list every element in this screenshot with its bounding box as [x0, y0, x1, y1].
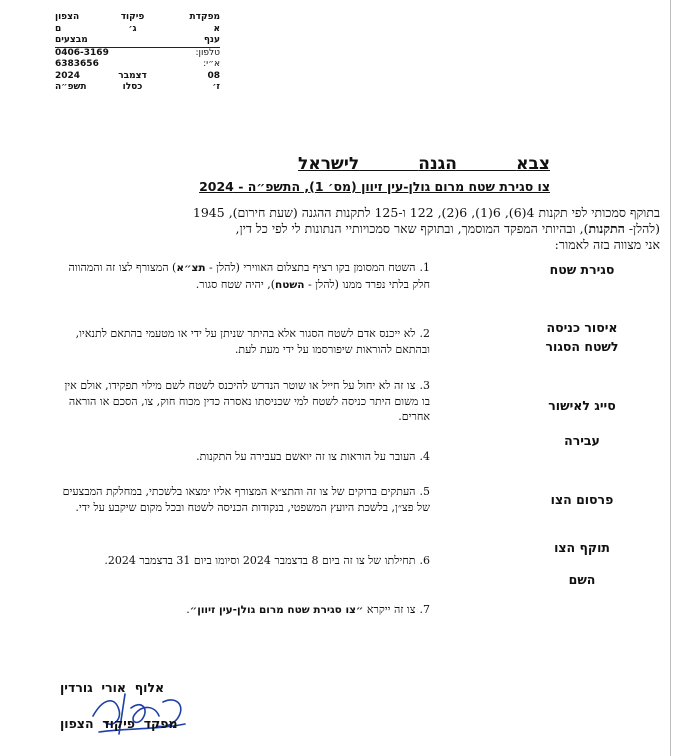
intro-line-3: אני מצווה בזה לאמור: — [554, 237, 660, 252]
title-army: צבא — [516, 154, 550, 174]
side-heading-name: השם — [568, 572, 596, 587]
label-north: הצפון — [55, 12, 80, 22]
label-headquarters: מפקדת — [189, 12, 220, 22]
hebdate-day: ז׳ — [212, 82, 220, 92]
intro-text — [60, 205, 660, 253]
signatory-name: אלוף אורי גורדין — [60, 680, 165, 695]
page-edge — [670, 0, 671, 756]
branch-label: ענף — [203, 35, 220, 45]
letterhead-row-phone — [55, 48, 220, 60]
hebdate-month: כסלו — [122, 82, 143, 92]
paragraph-6: 6.תחילתו של צו זה ביום 8 בדצמבר 2024 וסיומו ביום 31 בדצמבר 2024. — [104, 554, 430, 567]
hebdate-year: תשפ״ה — [55, 82, 87, 92]
paragraph-1: 1.השטח המסומן בקו רציף בתצלום האווירי (להלן - תצ״א) המצורף לצו זה והמהווה חלק בלתי נפרד ממנו (להלן - השטח), יהיה שטח סגור. — [68, 261, 430, 291]
letterhead-row-ai — [55, 59, 220, 71]
title-israel: לישראל — [298, 154, 360, 174]
title-defense: הגנה — [418, 154, 457, 174]
intro-line-2: (להלן- התקנות), ובהיותי המפקד המוסמך, ובתוקף שאר סמכויותיי הנתונות לי לפי כל דין, — [235, 221, 660, 236]
side-heading-publication: פרסום הצו — [550, 492, 614, 507]
side-heading-permit: סייג לאישור — [548, 398, 616, 413]
date-month: דצמבר — [118, 70, 147, 81]
letterhead-row-branch — [55, 35, 220, 48]
side-heading-offense: עבירה — [564, 433, 600, 448]
unit-a: א — [213, 23, 220, 34]
side-heading-validity: תוקף הצו — [554, 540, 610, 555]
intro-regulations-term: התקנות — [588, 221, 625, 236]
paragraph-2: 2.לא ייכנס אדם לשטח הסגור אלא בהיתר שניתן על ידי או מטעמי בהתאם לתנאיו, ובהתאם להוראות שיפורסמו על ידי מעת לעת. — [75, 327, 430, 356]
order-subtitle: צו סגירת שטח מרום גולן-עין זיוון (מס׳ 1), התשפ״ה - 2024 — [199, 179, 550, 194]
label-command: פיקוד — [120, 12, 145, 22]
unit-m: ם — [55, 23, 62, 34]
ai-label: א״י: — [203, 59, 220, 69]
paragraph-5: 5.העתקים בדוקים של צו זה והתצ״א המצורף אליו ימצאו בלשכתי, במחלקת המבצעים של פצ״ן, בלשכת היועץ המשפטי, בנקודות הכניסה לשטח ובכל מקום שיקבע על ידי. — [62, 485, 430, 514]
side-heading-closure: סגירת שטח — [549, 262, 615, 277]
letterhead-row-date — [55, 71, 220, 83]
paragraph-3: 3.צו זה לא יחול על חייל או שוטר הנדרש להיכנס לשטח לשם מילוי תפקידו, אולם אין בו משום היתר כניסה לשטח למי שכניסתו נאסרה כדין מכוח חוק, צו, הסכם או הוראה אחרים. — [64, 379, 430, 423]
branch-value: מבצעים — [55, 35, 88, 45]
signatory-role: מפקד פיקוד הצפון — [60, 716, 178, 731]
unit-g: ג׳ — [128, 23, 137, 34]
phone-label: טלפון: — [195, 47, 220, 58]
phone-value: 0406-3169 — [55, 47, 109, 58]
date-year: 2024 — [55, 70, 81, 81]
paragraph-7: 7.צו זה ייקרא ״צו סגירת שטח מרום גולן-עין זיוון״. — [186, 603, 430, 616]
date-day: 08 — [207, 70, 220, 81]
letterhead-row-hebdate — [55, 82, 220, 94]
letterhead-row-units — [55, 24, 220, 36]
letterhead — [55, 12, 220, 94]
paragraph-4: 4.העובר על הוראות צו זה יואשם בעבירה על התקנות. — [196, 450, 430, 463]
side-heading-entry-ban: איסור כניסה לשטח הסגור — [545, 320, 619, 354]
letterhead-row-labels — [55, 12, 220, 24]
ai-value: 6383656 — [55, 59, 99, 69]
intro-line-1: בתוקף סמכותי לפי תקנות 4(6), 6(1), 6(2), 122 ו-125 לתקנות ההגנה (שעת חירום), 1945 — [192, 205, 660, 220]
page-title — [230, 154, 550, 174]
